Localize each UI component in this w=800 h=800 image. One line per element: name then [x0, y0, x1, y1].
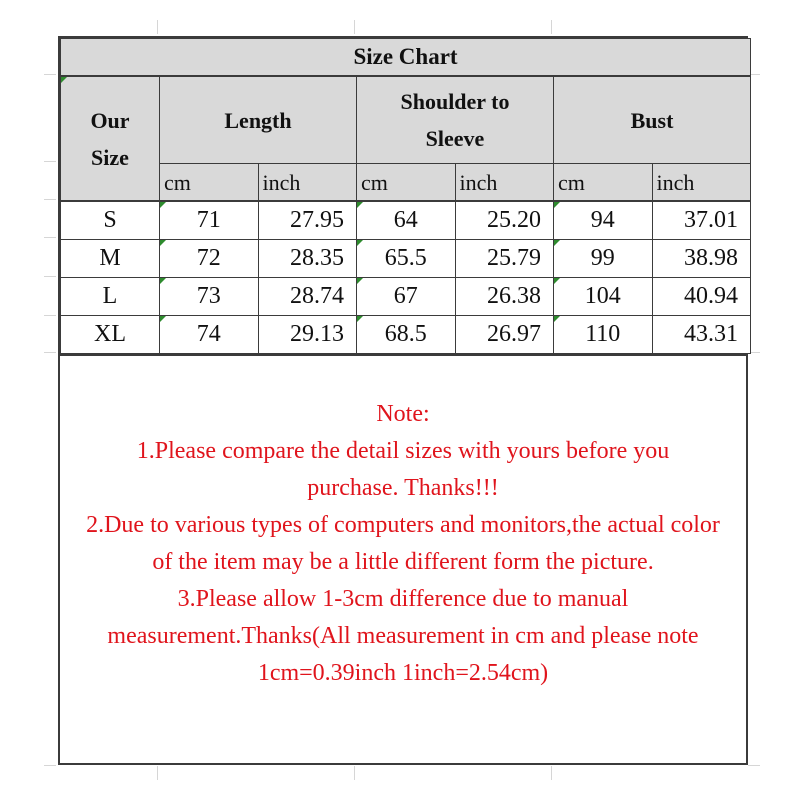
- gridline-tick: [44, 237, 56, 238]
- gridline-tick: [354, 20, 355, 34]
- header-bust: Bust: [554, 76, 751, 164]
- note-item-1: 1.Please compare the detail sizes with yours before you purchase. Thanks!!!: [136, 438, 670, 501]
- value-cell: 26.38: [455, 278, 554, 316]
- unit-cell: [160, 164, 259, 202]
- value-cell: 74: [160, 316, 259, 354]
- header-our-size: [61, 76, 160, 201]
- unit-label: inch: [656, 170, 695, 195]
- header-shoulder-to-sleeve: [357, 76, 554, 164]
- value-cell: 72: [160, 240, 259, 278]
- header-shoulder-label: Shoulder to Sleeve: [400, 89, 510, 151]
- unit-cell: [652, 164, 751, 202]
- value-cell: 99: [554, 240, 653, 278]
- value-cell: 27.95: [258, 201, 357, 240]
- gridline-tick: [44, 352, 56, 353]
- value-cell: 40.94: [652, 278, 751, 316]
- gridline-tick: [44, 74, 56, 75]
- value-cell: 25.20: [455, 201, 554, 240]
- value-cell: 94: [554, 201, 653, 240]
- unit-label: inch: [262, 170, 301, 195]
- size-cell: XL: [61, 316, 160, 354]
- gridline-tick: [157, 20, 158, 34]
- value-cell: 110: [554, 316, 653, 354]
- value-cell: 43.31: [652, 316, 751, 354]
- header-length: Length: [160, 76, 357, 164]
- unit-cell: [258, 164, 357, 202]
- size-cell: M: [61, 240, 160, 278]
- size-chart-sheet: [58, 36, 748, 765]
- note-section: [60, 354, 746, 763]
- value-cell: 38.98: [652, 240, 751, 278]
- note-item-2: 2.Due to various types of computers and monitors,the actual color of the item may be a little different form the picture.: [86, 512, 720, 575]
- unit-label: cm: [164, 170, 191, 195]
- value-cell: 28.74: [258, 278, 357, 316]
- gridline-tick: [44, 315, 56, 316]
- value-cell: 64: [357, 201, 456, 240]
- table-row: [61, 316, 751, 354]
- note-heading: Note:: [376, 401, 430, 427]
- table-row: [61, 278, 751, 316]
- unit-label: inch: [459, 170, 498, 195]
- gridline-tick: [44, 161, 56, 162]
- chart-title: Size Chart: [61, 39, 751, 77]
- size-cell: L: [61, 278, 160, 316]
- value-cell: 104: [554, 278, 653, 316]
- unit-label: cm: [558, 170, 585, 195]
- value-cell: 65.5: [357, 240, 456, 278]
- gridline-tick: [44, 276, 56, 277]
- table-row: [61, 201, 751, 240]
- value-cell: 26.97: [455, 316, 554, 354]
- value-cell: 28.35: [258, 240, 357, 278]
- value-cell: 67: [357, 278, 456, 316]
- unit-cell: [357, 164, 456, 202]
- size-cell: S: [61, 201, 160, 240]
- size-chart-table: [60, 38, 751, 354]
- value-cell: 71: [160, 201, 259, 240]
- gridline-tick: [354, 766, 355, 780]
- gridline-tick: [551, 20, 552, 34]
- gridline-tick: [44, 765, 56, 766]
- unit-cell: [455, 164, 554, 202]
- value-cell: 73: [160, 278, 259, 316]
- gridline-tick: [157, 766, 158, 780]
- note-item-3: 3.Please allow 1-3cm difference due to manual measurement.Thanks(All measurement in cm and please note 1cm=0.39inch 1inch=2.54cm): [107, 586, 699, 686]
- value-cell: 25.79: [455, 240, 554, 278]
- value-cell: 68.5: [357, 316, 456, 354]
- value-cell: 37.01: [652, 201, 751, 240]
- gridline-tick: [551, 766, 552, 780]
- gridline-tick: [748, 765, 760, 766]
- unit-cell: [554, 164, 653, 202]
- value-cell: 29.13: [258, 316, 357, 354]
- gridline-tick: [44, 199, 56, 200]
- table-row: [61, 240, 751, 278]
- unit-label: cm: [361, 170, 388, 195]
- header-our-size-label: Our Size: [90, 107, 130, 170]
